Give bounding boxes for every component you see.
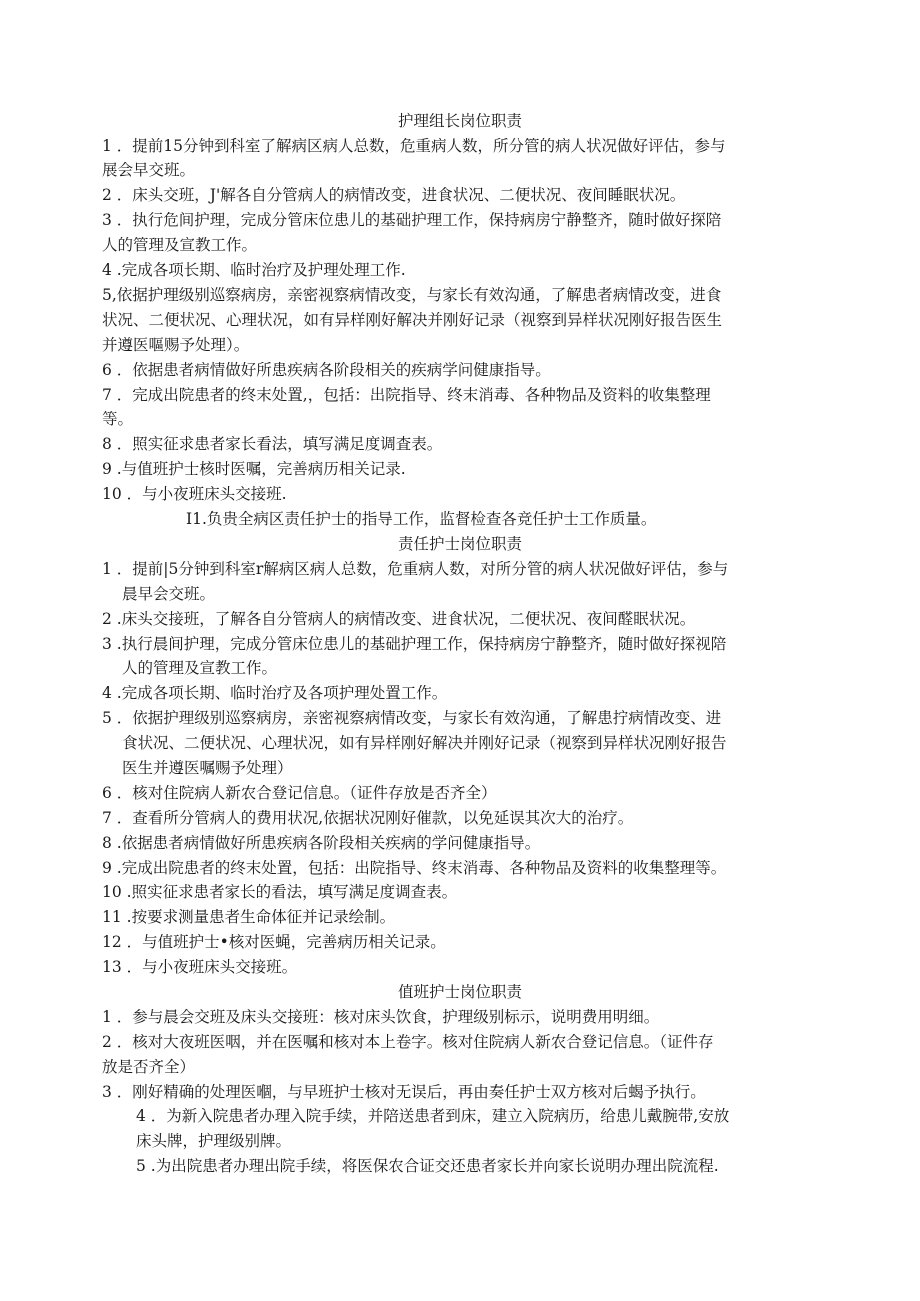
text-line: 7 ．完成出院患者的终末处置,，包括：出院指导、终末消毒、各种物品及资料的收集整理 bbox=[102, 386, 711, 404]
text-line: 13 ．与小夜班床头交接班。 bbox=[102, 958, 298, 976]
text-line: 7 ．查看所分管病人的费用状况,依据状况刚好催款，以免延误其次大的治疗。 bbox=[102, 809, 634, 827]
text-line: 9 .完成出院患者的终末处置，包括：出院指导、终末消毒、各种物品及资料的收集整理等。 bbox=[102, 859, 727, 877]
text-line: 4 ．为新入院患者办理入院手续，并陪送患者到床，建立入院病历，给患儿戴腕带,安放 bbox=[136, 1107, 730, 1125]
text-line: I1.负贵全病区责任护士的指导工作，监督检查各竞任护士工作质量。 bbox=[186, 510, 657, 528]
text-line: 5 ．依据护理级别巡察病房，亲密视察病情改变，与家长有效沟通，了解患拧病情改变、进 bbox=[102, 709, 722, 727]
text-line: 1 ．提前15分钟到科室了解病区病人总数，危重病人数，所分管的病人状况做好评估，参与 bbox=[102, 137, 726, 155]
text-line: 6 ．核对住院病人新农合登记信息。（证件存放是否齐全） bbox=[102, 784, 497, 802]
text-line: 展会早交班。 bbox=[102, 161, 196, 179]
text-line: 人的管理及宣教工作。 bbox=[122, 659, 278, 677]
text-line: 并遵医嘔赐予处理）。 bbox=[102, 336, 250, 354]
text-line: 人的管理及宣教工作。 bbox=[102, 236, 258, 254]
text-line: 10 ．与小夜班床头交接班. bbox=[102, 485, 287, 503]
text-line: 2 ．床头交班，J'解各自分管病人的病情改变，进食状况、二便状况、夜间睡眠状况。 bbox=[102, 186, 686, 204]
text-line: 8 ．照实征求患者家长看法，填写满足度调査表。 bbox=[102, 435, 443, 453]
text-line: 5 .为出院患者办理出院手续，将医保农合证交还患者家长并向家长说明办理出院流程. bbox=[136, 1157, 719, 1175]
text-line: 11 .按要求测量患者生命体征并记录绘制。 bbox=[102, 908, 396, 926]
text-line: 2 .床头交接班，了解各自分管病人的病情改变、进食状况，二便状况、夜间醛眠状况。 bbox=[102, 610, 696, 628]
text-line: 晨早会交班。 bbox=[122, 585, 216, 603]
text-line: 状况、二便状况、心理状况，如有异样刚好解决并刚好记录（视察到异样状况刚好报告医生 bbox=[102, 311, 723, 329]
text-line: 3 .执行晨间护理，完成分管床位患儿的基础护理工作，保持病房宁静整齐，随时做好探视陪 bbox=[102, 635, 727, 653]
text-line: 4 .完成各项长期、临时治疗及护理处理工作. bbox=[102, 261, 406, 279]
text-line: 床头牌，护理级别牌。 bbox=[136, 1132, 292, 1150]
section-title-responsible-nurse: 责任护士岗位职责 bbox=[397, 535, 522, 553]
text-line: 10 .照实征求患者家长的看法，填写满足度调查表。 bbox=[102, 883, 458, 901]
section-title-duty-nurse: 值班护士岗位职责 bbox=[397, 983, 522, 1001]
text-line: 放是否齐全） bbox=[102, 1058, 196, 1076]
text-line: 5,依据护理级别巡察病房，亲密视察病情改变，与家长有效沟通，了解患者病情改变，进食 bbox=[102, 286, 722, 304]
section-title-team-leader: 护理组长岗位职责 bbox=[397, 112, 522, 130]
text-line: 6 ．依据患者病情做好所患疾病各阶段相关的疾病学问健康指导。 bbox=[102, 361, 551, 379]
text-line: 2 ．核对大夜班医咽，并在医嘱和核对本上卷字。核对住院病人新农合登记信息。（证件存 bbox=[102, 1033, 714, 1051]
text-line: 3 ．刚好精确的处理医嗰，与早班护士核对无误后，再由奏任护士双方核对后蝎予执行。 bbox=[102, 1083, 706, 1101]
text-line: 8 .依据患者病情做好所患疾病各阶段相关疾病的学问健康指导。 bbox=[102, 834, 541, 852]
text-line: 1 ．提前|5分钟到科室r解病区病人总数，危重病人数，对所分管的病人状况做好评估，参与 bbox=[102, 560, 729, 578]
text-line: 食状况、二便状况、心理状况，如有异样刚好解决并刚好记录（视察到异样状况刚好报告 bbox=[122, 734, 727, 752]
text-line: 医生并遵医嘱赐予处理） bbox=[122, 759, 293, 777]
text-line: 等。 bbox=[102, 410, 134, 428]
text-line: 3 ．执行危间护理，完成分管床位患儿的基础护理工作，保持病房宁静整齐，随时做好探陪 bbox=[102, 211, 722, 229]
text-line: 4 .完成各项长期、临时治疗及各项护理处置工作。 bbox=[102, 684, 448, 702]
text-line: 9 .与值班护士核时医嘱，完善病历相关记录. bbox=[102, 460, 406, 478]
text-line: 12 ．与值班护士•核对医蝇，完善病历相关记录。 bbox=[102, 933, 446, 951]
text-line: 1 ．参与晨会交班及床头交接班：核对床头饮食，护理级别标示，说明费用明细。 bbox=[102, 1008, 660, 1026]
